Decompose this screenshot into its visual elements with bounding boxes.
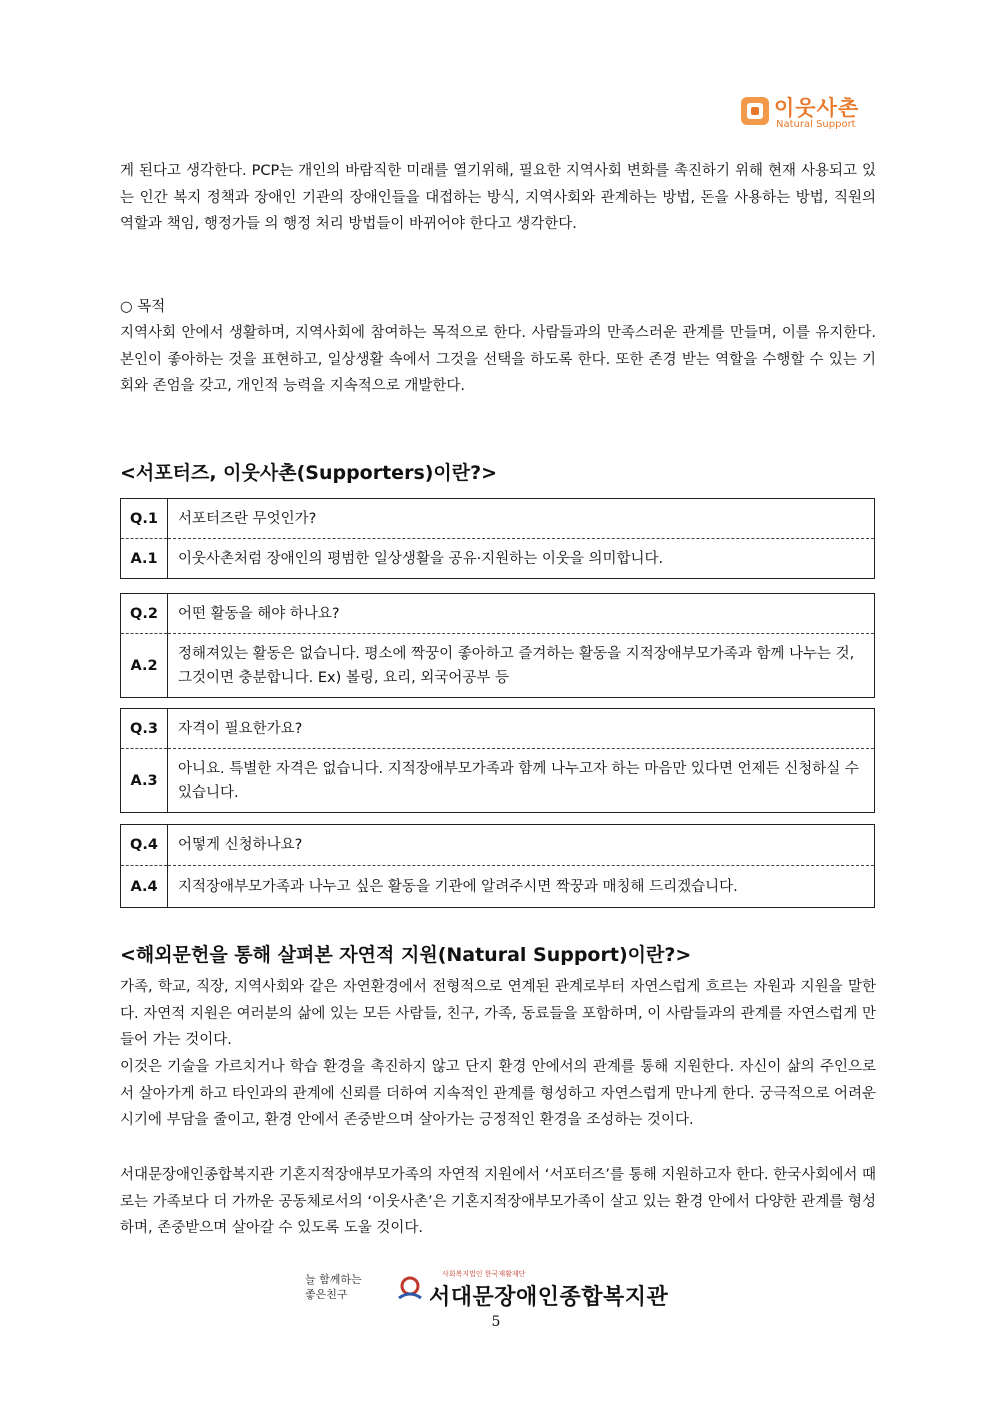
question-label: Q.3 (121, 709, 168, 749)
supporters-heading: <서포터즈, 이웃사촌(Supporters)이란?> (120, 462, 498, 484)
org-name: 서대문장애인종합복지관 (429, 1285, 669, 1310)
brand-logo (738, 92, 878, 136)
purpose-title: ○ 목적 (120, 299, 166, 315)
logo-subtitle: Natural Support (776, 119, 856, 130)
answer-label: A.1 (121, 539, 168, 579)
footer-logo (305, 1268, 667, 1314)
question-label: Q.1 (121, 499, 168, 539)
qa-table-2 (120, 593, 875, 698)
natural-support-paragraph-2: 이것은 기술을 가르치거나 학습 환경을 촉진하지 않고 단지 환경 안에서의 관계를 통해 지원한다. 자신이 삶의 주인으로서 살아가게 하고 타인과의 관계에 신뢰를 더하여 지속적인 관계를 형성하고 자연스럽게 만나게 한다. 궁극적으로 어려운 시기에 부담을 줄이고, 환경 안에서 존중받으며 살아가는 긍정적인 환경을 조성하는 것이다. (120, 1059, 876, 1128)
answer-label: A.3 (121, 749, 168, 813)
slogan (305, 1272, 362, 1302)
answer-text: 정해져있는 활동은 없습니다. 평소에 짝꿍이 좋아하고 즐겨하는 활동을 지적장애부모가족과 함께 나누는 것, 그것이면 충분합니다. Ex) 볼링, 요리, 외국어공부 등 (178, 645, 855, 686)
org-emblem-icon (395, 1274, 425, 1304)
answer-label: A.2 (121, 634, 168, 698)
question-text: 어떤 활동을 해야 하나요? (168, 594, 875, 634)
question-label: Q.2 (121, 594, 168, 634)
question-text: 서포터즈란 무엇인가? (168, 499, 875, 539)
slogan-line-1: 늘 함께하는 (305, 1273, 362, 1286)
qa-table-3 (120, 708, 875, 813)
qa-table-4 (120, 824, 875, 908)
answer-text: 아니요. 특별한 자격은 없습니다. 지적장애부모가족과 함께 나누고자 하는 마음만 있다면 언제든 신청하실 수 있습니다. (178, 760, 859, 801)
purpose-body: 지역사회 안에서 생활하며, 지역사회에 참여하는 목적으로 한다. 사람들과의 만족스러운 관계를 만들며, 이를 유지한다. 본인이 좋아하는 것을 표현하고, 일상생활 속에서 그것을 선택을 하도록 한다. 또한 존경 받는 역할을 수행할 수 있는 기회와 존엄을 갖고, 개인적 능력을 지속적으로 개발한다. (120, 325, 876, 394)
question-text: 자격이 필요한가요? (168, 709, 875, 749)
answer-text: 지적장애부모가족과 나누고 싶은 활동을 기관에 알려주시면 짝꿍과 매칭해 드리겠습니다. (178, 878, 738, 895)
logo-title: 이웃사촌 (774, 96, 860, 120)
natural-support-heading: <해외문헌을 통해 살펴본 자연적 지원(Natural Support)이란?> (120, 944, 692, 966)
qa-table-1 (120, 498, 875, 579)
org-foundation: 사회복지법인 한국재활재단 (442, 1270, 526, 1278)
natural-support-paragraph-3: 서대문장애인종합복지관 기혼지적장애부모가족의 자연적 지원에서 ‘서포터즈’를 통해 지원하고자 한다. 한국사회에서 때로는 가족보다 더 가까운 공동체로서의 ‘이웃사촌’은 기혼지적장애부모가족이 살고 있는 환경 안에서 다양한 관계를 형성하며, 존중받으며 살아갈 수 있도록 도울 것이다. (120, 1167, 876, 1236)
page-number: 5 (491, 1314, 501, 1330)
hands-logo-icon (738, 94, 772, 128)
answer-label: A.4 (121, 866, 168, 908)
question-text: 어떻게 신청하나요? (168, 825, 875, 866)
slogan-line-2: 좋은친구 (305, 1288, 348, 1301)
intro-paragraph: 게 된다고 생각한다. PCP는 개인의 바람직한 미래를 열기위해, 필요한 지역사회 변화를 촉진하기 위해 현재 사용되고 있는 인간 복지 정책과 장애인 기관의 장애인들을 대접하는 방식, 지역사회와 관계하는 방법, 돈을 사용하는 방법, 직원의 역할과 책임, 행정가들 의 행정 처리 방법들이 바뀌어야 한다고 생각한다. (120, 163, 876, 232)
natural-support-paragraph-1: 가족, 학교, 직장, 지역사회와 같은 자연환경에서 전형적으로 연계된 관계로부터 자연스럽게 흐르는 자원과 지원을 말한다. 자연적 지원은 여러분의 삶에 있는 모든 사람들, 친구, 가족, 동료들을 포함하며, 이 사람들과의 관계를 자연스럽게 만들어 가는 것이다. (120, 979, 876, 1048)
question-label: Q.4 (121, 825, 168, 866)
answer-text: 이웃사촌처럼 장애인의 평범한 일상생활을 공유·지원하는 이웃을 의미합니다. (178, 550, 664, 567)
